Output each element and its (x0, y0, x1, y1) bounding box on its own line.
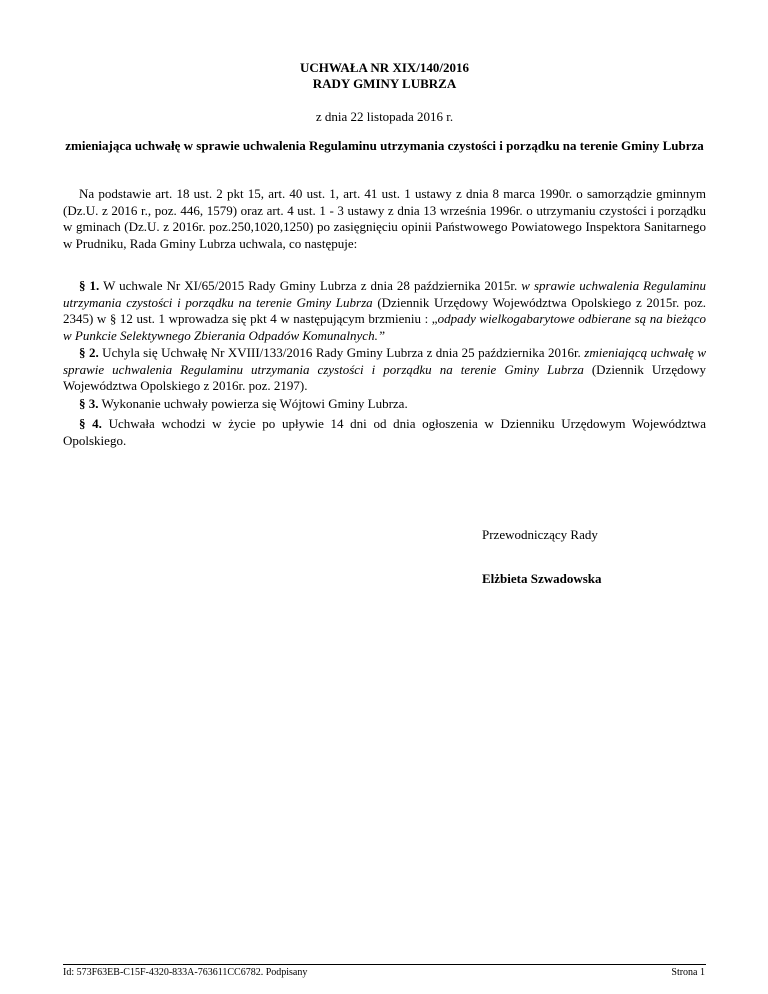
section-2 (63, 345, 706, 395)
section-label: § 1. (79, 278, 100, 293)
section-italic-text: zmieniającą uchwałę w sprawie uchwalenia Regulaminu utrzymania czystości i porządku na terenie Gminy Lubrza (63, 345, 706, 377)
signature-title: Przewodniczący Rady (482, 527, 598, 542)
section-3 (63, 396, 706, 413)
section-label: § 4. (79, 416, 102, 431)
council-name: RADY GMINY LUBRZA (312, 76, 457, 91)
section-italic-text: odpady wielkogabarytowe odbierane są na bieżąco w Punkcie Selektywnego Zbierania Odpadów Komunalnych.” (63, 311, 706, 343)
resolution-title (63, 60, 706, 92)
section-italic-text: w sprawie uchwalenia Regulaminu utrzymania czystości i porządku na terenie Gminy Lubrza (63, 278, 706, 310)
footer-document-id: Id: 573F63EB-C15F-4320-833A-763611CC6782. Podpisany (63, 967, 308, 978)
signature-name: Elżbieta Szwadowska (482, 571, 602, 586)
section-text: (Dziennik Urzędowy Województwa Opolskiego z 2016r. poz. 2197). (63, 361, 706, 393)
section-text: W uchwale Nr XI/65/2015 Rady Gminy Lubrza z dnia 28 października 2015r. (99, 278, 522, 293)
resolution-subject: zmieniająca uchwałę w sprawie uchwalenia Regulaminu utrzymania czystości i porządku na terenie Gminy Lubrza (65, 138, 704, 153)
resolution-date: z dnia 22 listopada 2016 r. (315, 109, 454, 124)
section-text: Uchyla się Uchwałę Nr XVIII/133/2016 Rady Gminy Lubrza z dnia 25 października 2016r. (98, 345, 585, 360)
section-1 (63, 278, 706, 344)
section-text: Uchwała wchodzi w życie po upływie 14 dni od dnia ogłoszenia w Dzienniku Urzędowym Województwa Opolskiego. (63, 416, 707, 448)
section-label: § 3. (79, 396, 99, 411)
legal-basis-text: Na podstawie art. 18 ust. 2 pkt 15, art. 40 ust. 1, art. 41 ust. 1 ustawy z dnia 8 marca 1990r. o samorządzie gminnym (Dz.U. z 2016 r., poz. 446, 1579) oraz art. 4 ust. 1 - 3 ustawy z dnia 13 września 1996r. o utrzymaniu czystości i porządku w gminach (Dz.U. z 2016r. poz.250,1020,1250) po zasięgnięciu opinii Państwowego Powiatowego Inspektora Sanitarnego w Prudniku, Rada Gminy Lubrza uchwala, co następuje: (63, 186, 706, 251)
section-label: § 2. (79, 345, 99, 360)
section-4 (63, 416, 706, 449)
resolution-number: UCHWAŁA NR XIX/140/2016 (299, 60, 469, 75)
section-text: Wykonanie uchwały powierza się Wójtowi Gminy Lubrza. (98, 396, 408, 411)
legal-basis-paragraph (63, 186, 706, 252)
footer-divider (63, 964, 706, 965)
footer-page-number: Strona 1 (671, 967, 705, 978)
section-text: (Dziennik Urzędowy Województwa Opolskiego z 2015r. poz. 2345) w § 12 ust. 1 wprowadza się pkt 4 w następującym brzmieniu : „ (63, 294, 706, 326)
